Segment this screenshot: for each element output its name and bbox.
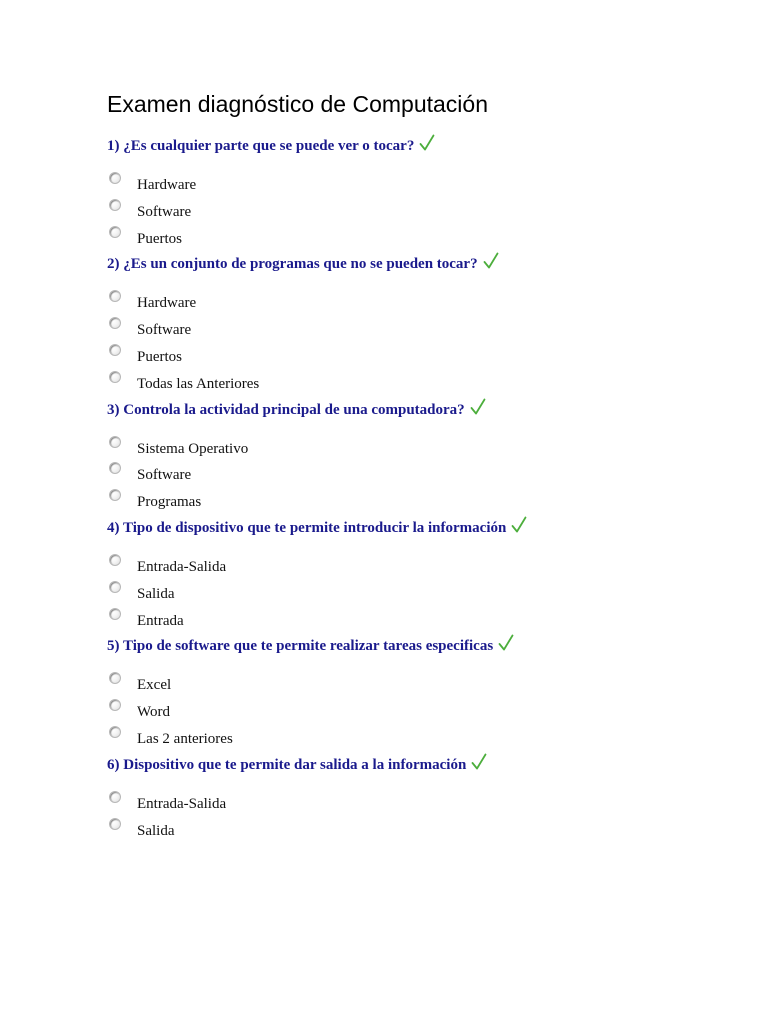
option-label: Word [137, 704, 170, 721]
question-text: 6) Dispositivo que te permite dar salida a la información [107, 756, 467, 773]
radio-button[interactable] [109, 699, 121, 711]
option-salida[interactable] [107, 581, 727, 608]
check-icon [511, 516, 527, 534]
radio-button[interactable] [109, 462, 121, 474]
option-las-2-anteriores[interactable] [107, 726, 727, 753]
option-label: Sistema Operativo [137, 440, 249, 457]
question-1 [107, 134, 727, 252]
page-title: Examen diagnóstico de Computación [107, 91, 489, 117]
option-hardware[interactable] [107, 172, 727, 199]
option-label: Entrada [137, 612, 184, 629]
options-list [107, 791, 727, 845]
radio-button[interactable] [109, 791, 121, 803]
radio-button[interactable] [109, 436, 121, 448]
check-icon [471, 753, 487, 771]
option-word[interactable] [107, 699, 727, 726]
check-icon [483, 252, 499, 270]
radio-button[interactable] [109, 344, 121, 356]
radio-button[interactable] [109, 371, 121, 383]
option-label: Software [137, 322, 192, 339]
option-entrada[interactable] [107, 608, 727, 635]
radio-button[interactable] [109, 554, 121, 566]
option-programas[interactable] [107, 489, 727, 516]
option-label: Salida [137, 822, 175, 839]
question-text: 3) Controla la actividad principal de una computadora? [107, 401, 465, 418]
option-salida[interactable] [107, 818, 727, 845]
option-label: Software [137, 203, 192, 220]
option-label: Todas las Anteriores [137, 375, 260, 392]
option-hardware[interactable] [107, 290, 727, 317]
option-label: Puertos [137, 230, 182, 247]
option-label: Entrada-Salida [137, 558, 227, 575]
option-software[interactable] [107, 317, 727, 344]
exam-page [107, 88, 727, 844]
options-list [107, 554, 727, 634]
question-4 [107, 516, 727, 634]
option-excel[interactable] [107, 672, 727, 699]
option-puertos[interactable] [107, 226, 727, 253]
question-3 [107, 398, 727, 516]
options-list [107, 290, 727, 397]
options-list [107, 436, 727, 516]
option-label: Salida [137, 585, 175, 602]
check-icon [498, 634, 514, 652]
option-software[interactable] [107, 462, 727, 489]
radio-button[interactable] [109, 726, 121, 738]
option-label: Programas [137, 494, 202, 511]
options-list [107, 672, 727, 752]
radio-button[interactable] [109, 608, 121, 620]
radio-button[interactable] [109, 226, 121, 238]
question-6 [107, 753, 727, 845]
radio-button[interactable] [109, 818, 121, 830]
check-icon [419, 134, 435, 152]
option-label: Excel [137, 677, 172, 694]
option-entrada-salida[interactable] [107, 791, 727, 818]
options-list [107, 172, 727, 252]
radio-button[interactable] [109, 581, 121, 593]
question-text: 2) ¿Es un conjunto de programas que no se pueden tocar? [107, 256, 478, 273]
question-text: 4) Tipo de dispositivo que te permite introducir la información [107, 519, 507, 536]
question-2 [107, 252, 727, 397]
option-entrada-salida[interactable] [107, 554, 727, 581]
option-label: Software [137, 467, 192, 484]
question-text: 5) Tipo de software que te permite realizar tareas especificas [107, 638, 494, 655]
option-label: Hardware [137, 177, 197, 193]
option-todas-las-anteriores[interactable] [107, 371, 727, 398]
radio-button[interactable] [109, 290, 121, 302]
question-text: 1) ¿Es cualquier parte que se puede ver o tocar? [107, 138, 415, 154]
radio-button[interactable] [109, 172, 121, 184]
option-puertos[interactable] [107, 344, 727, 371]
option-label: Entrada-Salida [137, 795, 227, 812]
radio-button[interactable] [109, 489, 121, 501]
radio-button[interactable] [109, 672, 121, 684]
question-5 [107, 634, 727, 752]
option-software[interactable] [107, 199, 727, 226]
radio-button[interactable] [109, 317, 121, 329]
option-label: Puertos [137, 348, 182, 365]
radio-button[interactable] [109, 199, 121, 211]
check-icon [470, 398, 486, 416]
option-sistema-operativo[interactable] [107, 436, 727, 463]
option-label: Hardware [137, 295, 197, 312]
option-label: Las 2 anteriores [137, 730, 233, 747]
